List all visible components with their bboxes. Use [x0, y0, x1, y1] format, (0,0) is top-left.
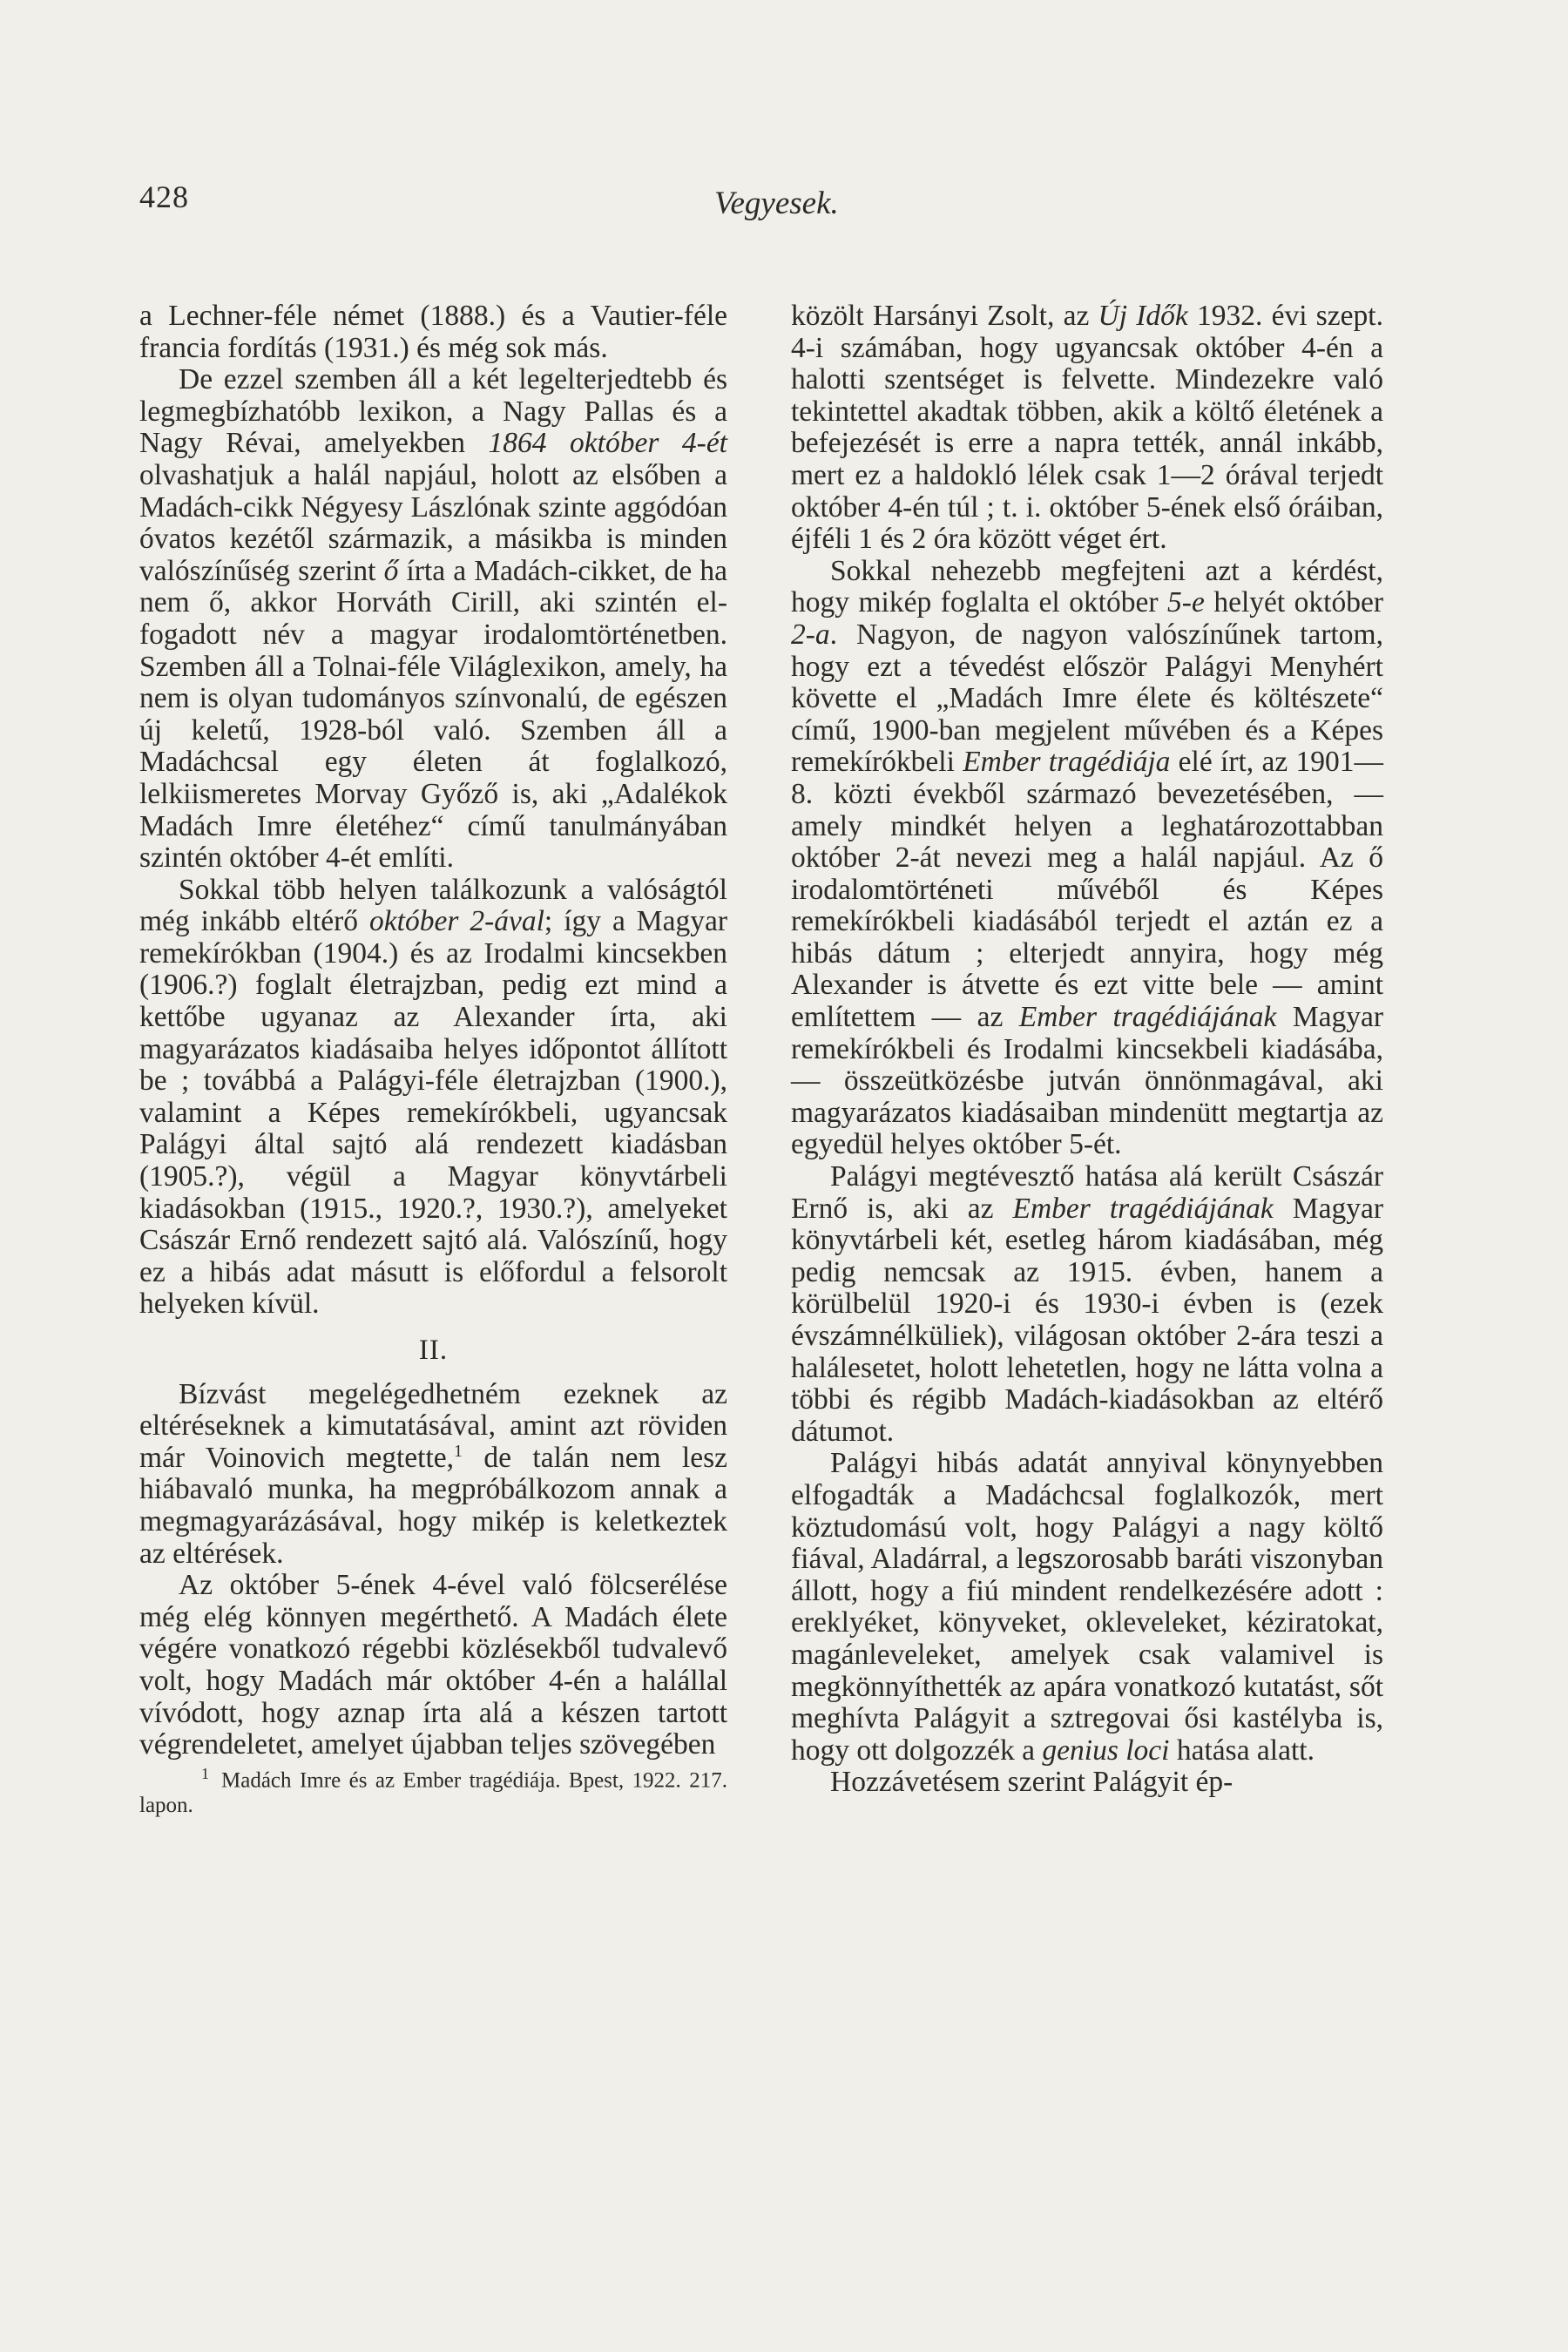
text-run: közölt Harsányi Zsolt, az — [791, 300, 1098, 332]
text-run: ; így a Magyar remekírókban (1904.) és az Irodalmi kincsekben (1906.?) foglalt életrajzban, pedig ezt mind a kettőbe ugyanaz az Alexander írta, aki magyarázatos kiadásaiba helyes időpontot állított be ; továbbá a Palágyi-féle életrajzban (1900.), valamint a Képes remekírókbeli, ugyancsak Palágyi által sajtó alá rendezett kiadásban (1905.?), végül a Magyar könyvtárbeli kiadásokban (1915., 1920.?, 1930.?), amelyeket Császár Ernő rendezett sajtó alá. Valószínű, hogy ez a hibás adat másutt is előfordul a felsorolt helyeken kívül. — [139, 905, 727, 1321]
page-number: 428 — [139, 179, 189, 214]
text-run: helyét október — [1204, 586, 1384, 619]
paragraph — [791, 1161, 1383, 1448]
running-head: Vegyesek. — [714, 186, 839, 221]
text-run: Palágyi hibás adatát annyival könynyebben elfogadták a Madáchcsal foglalkozók, mert köztudomású volt, hogy Palágyi a nagy költő fiával, Aladárral, a legszorosabb baráti viszonyban állott, hogy a fiú mindent rendelkezésére adott : ereklyéket, könyveket, okleveleket, kéziratokat, magánleveleket, amelyek csak valamivel is megkönnyíthették az apára vonatkozó kutatást, sőt meghívta Palágyit a sztregovai ősi kastélyba is, hogy ott dolgozzék a — [791, 1447, 1383, 1767]
emphasis: Új Idők — [1098, 300, 1188, 332]
emphasis: 2-a — [791, 618, 830, 651]
left-column — [139, 301, 727, 1818]
paragraph — [139, 1570, 727, 1761]
text-run: olvashatjuk a halál napjául, holott az elsőben a Madách-cikk Négyesy Lászlónak szinte aggódóan óvatos kezétől származik, a másikba is minden valószínűség szerint — [139, 458, 727, 587]
text-run: Hozzávetésem szerint Palágyit ép- — [830, 1766, 1233, 1799]
section-heading: II. — [418, 1335, 449, 1366]
emphasis: október 2-ával — [369, 905, 544, 938]
text-run: Madách Imre és az — [221, 1768, 403, 1793]
text-run: Bízvást megelégedhetném ezeknek az eltéréseknek a kimutatásával, amint azt röviden már Voinovich megtette, — [139, 1377, 727, 1474]
emphasis: Ember tragédiájának — [1012, 1192, 1274, 1225]
emphasis: Ember tragédiájának — [1018, 1001, 1277, 1034]
text-run: Magyar remekírókbeli és Irodalmi kincsekbeli kiadásába, — összeütközésbe jutván önnönmagával, aki magyarázatos kiadásaiban mindenütt megtartja az egyedül helyes október 5-ét. — [791, 1001, 1383, 1161]
emphasis: 1864 október 4-ét — [488, 427, 727, 460]
paragraph — [791, 301, 1383, 556]
text-run: írta a Madách-cikket, de ha nem ő, akkor Horváth Cirill, aki szintén elfogadott név a magyar irodalomtörténetben. Szemben áll a Tolnai-féle Világlexikon, amely, ha nem is olyan tudományos színvonalú, de egészen új keletű, 1928-ból való. Szemben áll a Madáchcsal egy életen át foglalkozó, lelkiismeretes Morvay Győző is, aki „Adalékok Madách Imre életéhez“ című tanulmányában szintén október 4-ét említi. — [139, 554, 727, 875]
text-run: Sokkal több helyen találkozunk a valóságtól még inkább eltérő — [139, 873, 727, 938]
footnote — [139, 1761, 727, 1818]
paragraph — [139, 1379, 727, 1571]
text-run: hatása alatt. — [1169, 1734, 1315, 1767]
text-run: Ember tragédiája — [402, 1768, 556, 1793]
emphasis: 5-e — [1167, 586, 1205, 619]
text-run: . Nagyon, de nagyon valószínűnek tartom, hogy ezt a tévedést először Palágyi Menyhért követte el „Madách Imre élete és költészete“ című, 1900-ban megjelent művében és a Képes remekírókbeli — [791, 618, 1383, 779]
footnote-ref[interactable]: 1 — [454, 1441, 463, 1461]
text-run: Az október 5-ének 4-ével való fölcserélése még elég könnyen megérthető. A Madách élete végére vonatkozó régebbi közlésekből tudvalevő volt, hogy Madách már október 4-én a halállal vívódott, hogy aznap írta alá a készen tartott végrendeletet, amelyet újabban teljes szövegében — [139, 1569, 727, 1761]
text-run: Palágyi megtévesztő hatása alá került Császár Ernő is, aki az — [791, 1160, 1383, 1225]
text-run: elé írt, az 1901—8. közti évekből származó bevezetésében, — amely mindkét helyen a leghatározottabban október 2-át nevezi meg a halál napjául. Az ő irodalomtörténeti művéből és Képes remekírókbeli kiadásából terjedt el aztán ez a hibás dátum ; elterjedt annyira, hogy még Alexander is átvette és ezt vitte bele — amint említettem — az — [791, 746, 1383, 1034]
text-run: a Lechner-féle német (1888.) és a Vautier-féle francia fordítás (1931.) és még sok más. — [139, 300, 727, 364]
text-run: de talán nem lesz hiábavaló munka, ha megpróbálkozom annak a megmagyarázásával, hogy mikép is keletkeztek az eltérések. — [139, 1441, 728, 1570]
paragraph — [791, 556, 1383, 1161]
text-run: Magyar könyvtárbeli két, esetleg három kiadásában, még pedig nemcsak az 1915. évben, hanem a körülbelül 1920-i és 1930-i évben is (ezek évszámnélküliek), világosan október 2-ára teszi a halálesetet, holott lehetetlen, hogy ne látta volna a többi és régibb Madách-kiadásokban az eltérő dátumot. — [791, 1192, 1383, 1448]
emphasis: Ember tragédiája — [963, 746, 1171, 779]
paragraph — [791, 1767, 1383, 1799]
text-run: 1932. évi szept. 4-i számában, hogy ugyancsak október 4-én a halotti szentséget is felvette. Mindezekre való tekintettel akadtak többen, akik a költő életének a befejezését is erre a napra tették, annál inkább, mert ez a haldokló lélek csak 1—2 órával terjedt október 4-én túl ; t. i. október 5-ének első óráiban, éjféli 1 és 2 óra között véget ért. — [791, 300, 1383, 556]
paragraph — [139, 875, 727, 1321]
paragraph — [139, 301, 727, 364]
text-run: Sokkal nehezebb megfejteni azt a kérdést, hogy mikép foglalta el október — [791, 554, 1383, 619]
emphasis: ő — [383, 554, 399, 587]
emphasis: genius loci — [1042, 1734, 1170, 1767]
text-run: . Bpest, 1922. 217. lapon. — [139, 1768, 727, 1818]
footnote-mark: 1 — [201, 1764, 209, 1782]
right-column — [791, 301, 1383, 1799]
text-run: De ezzel szemben áll a két legelterjedtebb és legmegbízhatóbb lexikon, a Nagy Pallas és a Nagy Révai, amelyekben — [139, 363, 727, 460]
paragraph — [791, 1448, 1383, 1767]
paragraph — [139, 364, 727, 875]
